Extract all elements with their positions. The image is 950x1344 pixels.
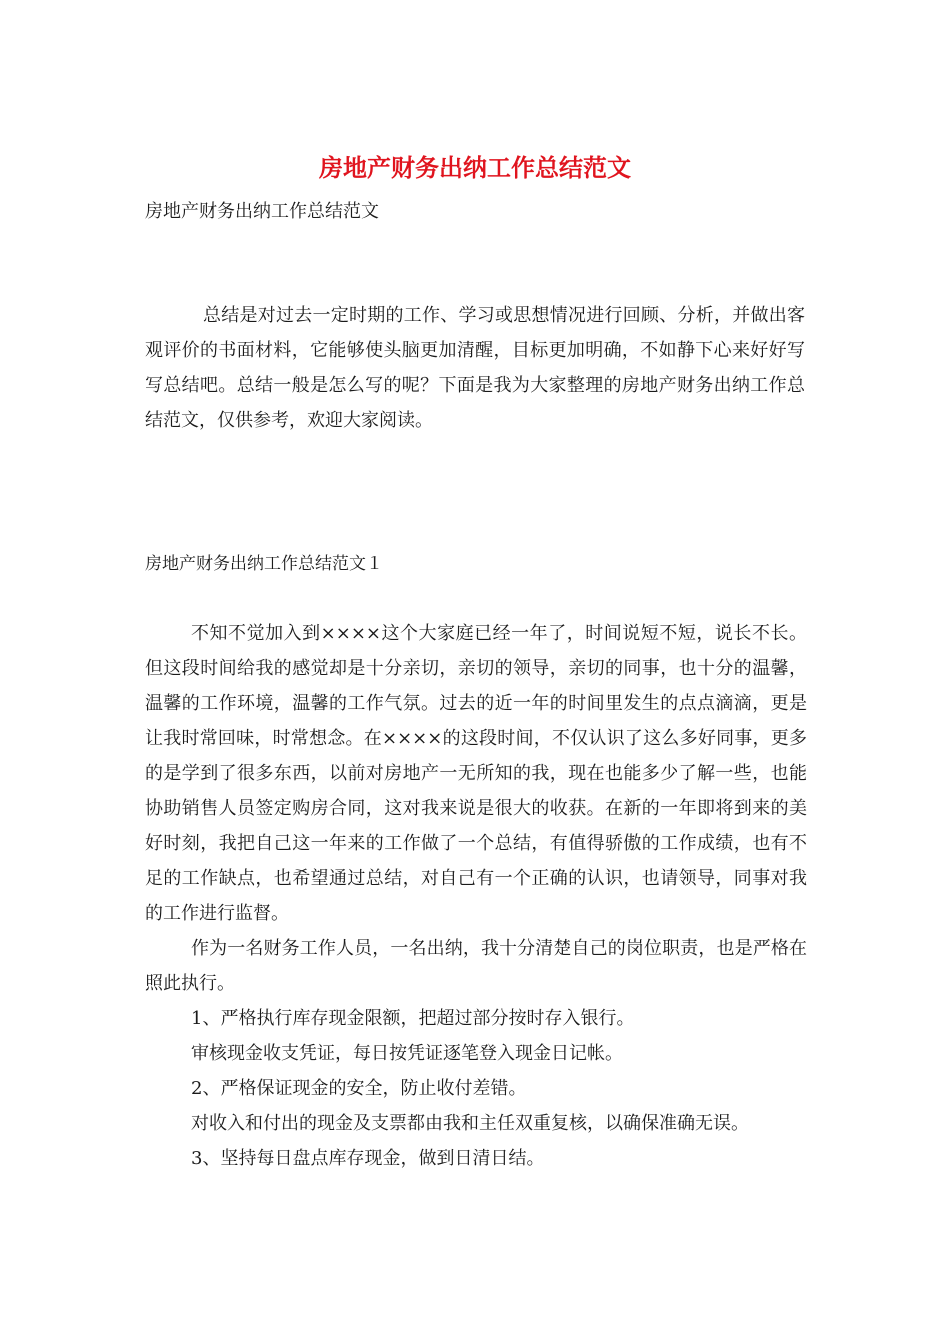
section-body — [145, 616, 807, 1176]
intro-paragraph: 总结是对过去一定时期的工作、学习或思想情况进行回顾、分析，并做出客观评价的书面材料，它能够使头脑更加清醒，目标更加明确，不如静下心来好好写写总结吧。总结一般是怎么写的呢？下面是我为大家整理的房地产财务出纳工作总结范文，仅供参考，欢迎大家阅读。 — [145, 305, 805, 431]
document-title: 房地产财务出纳工作总结范文 — [319, 153, 631, 182]
section-heading: 房地产财务出纳工作总结范文１ — [145, 554, 383, 574]
list-item: 3、坚持每日盘点库存现金，做到日清日结。 — [191, 1148, 545, 1169]
document-subtitle: 房地产财务出纳工作总结范文 — [145, 201, 379, 222]
body-paragraph-1: 不知不觉加入到××××这个大家庭已经一年了，时间说短不短，说长不长。但这段时间给我的感觉却是十分亲切，亲切的领导，亲切的同事，也十分的温馨，温馨的工作环境，温馨的工作气氛。过去的近一年的时间里发生的点点滴滴，更是让我时常回味，时常想念。在××××的这段时间，不仅认识了这么多好同事，更多的是学到了很多东西，以前对房地产一无所知的我，现在也能多少了解一些，也能协助销售人员签定购房合同，这对我来说是很大的收获。在新的一年即将到来的美好时刻，我把自己这一年来的工作做了一个总结，有值得骄傲的工作成绩，也有不足的工作缺点，也希望通过总结，对自己有一个正确的认识，也请领导，同事对我的工作进行监督。 — [145, 623, 807, 924]
list-item: 1、严格执行库存现金限额，把超过部分按时存入银行。 — [191, 1008, 635, 1029]
list-item: 审核现金收支凭证，每日按凭证逐笔登入现金日记帐。 — [191, 1043, 623, 1064]
list-item: 2、严格保证现金的安全，防止收付差错。 — [191, 1078, 527, 1099]
body-paragraph-2: 作为一名财务工作人员，一名出纳，我十分清楚自己的岗位职责，也是严格在照此执行。 — [145, 938, 807, 994]
list-item: 对收入和付出的现金及支票都由我和主任双重复核，以确保准确无误。 — [191, 1113, 749, 1134]
